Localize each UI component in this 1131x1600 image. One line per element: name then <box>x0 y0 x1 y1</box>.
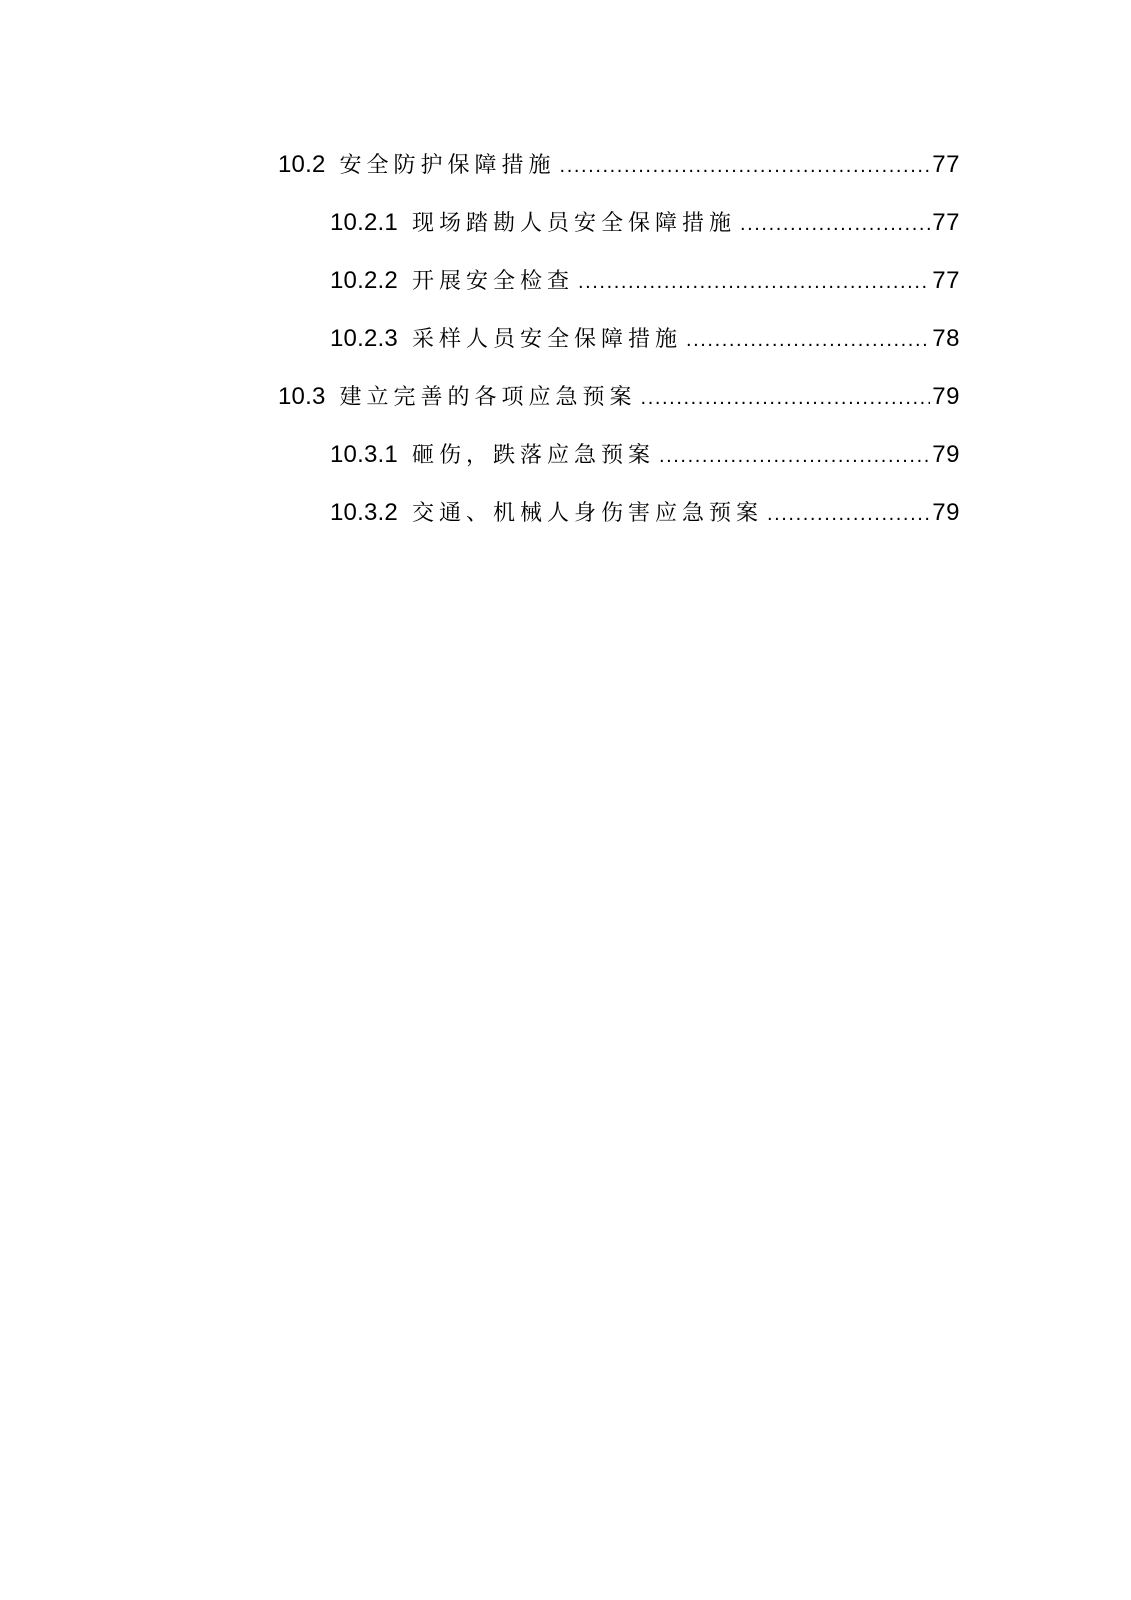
toc-entry-page: 78 <box>932 325 960 352</box>
toc-dot-leader <box>560 146 931 186</box>
toc-entry-number: 10.3.1 <box>330 441 398 468</box>
toc-dot-leader <box>578 262 930 302</box>
toc-entry-number: 10.3 <box>278 383 326 410</box>
toc-entry-10-2-1[interactable] <box>330 203 960 243</box>
toc-entry-number: 10.3.2 <box>330 499 398 526</box>
toc-entry-title: 采样人员安全保障措施 <box>411 327 682 352</box>
toc-entry-10-3[interactable] <box>278 377 960 417</box>
toc-entry-title: 安全防护保障措施 <box>339 153 556 178</box>
toc-entry-10-3-2[interactable] <box>330 493 960 533</box>
toc-entry-page: 77 <box>932 209 960 236</box>
toc-entry-page: 79 <box>932 383 960 410</box>
toc-entry-page: 79 <box>932 499 960 526</box>
toc-entry-title: 交通、机械人身伤害应急预案 <box>411 501 763 526</box>
toc-dot-leader <box>659 436 930 476</box>
toc-dot-leader <box>686 320 930 360</box>
toc-entry-10-2-3[interactable] <box>330 319 960 359</box>
toc-entry-number: 10.2.2 <box>330 267 398 294</box>
toc-entry-title: 砸伤，跌落应急预案 <box>411 443 655 468</box>
toc-entry-page: 77 <box>932 267 960 294</box>
toc-entry-number: 10.2.1 <box>330 209 398 236</box>
toc-entry-10-2[interactable] <box>278 145 960 185</box>
toc-entry-page: 79 <box>932 441 960 468</box>
toc-entry-number: 10.2 <box>278 151 326 178</box>
toc-entry-10-3-1[interactable] <box>330 435 960 475</box>
toc-dot-leader <box>641 378 931 418</box>
toc-entry-title: 开展安全检查 <box>411 269 574 294</box>
toc-dot-leader <box>767 494 930 534</box>
toc-entry-number: 10.2.3 <box>330 325 398 352</box>
toc-entry-page: 77 <box>932 151 960 178</box>
toc-entry-title: 建立完善的各项应急预案 <box>339 385 637 410</box>
toc-entry-10-2-2[interactable] <box>330 261 960 301</box>
toc-entry-title: 现场踏勘人员安全保障措施 <box>411 211 736 236</box>
toc-dot-leader <box>740 204 930 244</box>
